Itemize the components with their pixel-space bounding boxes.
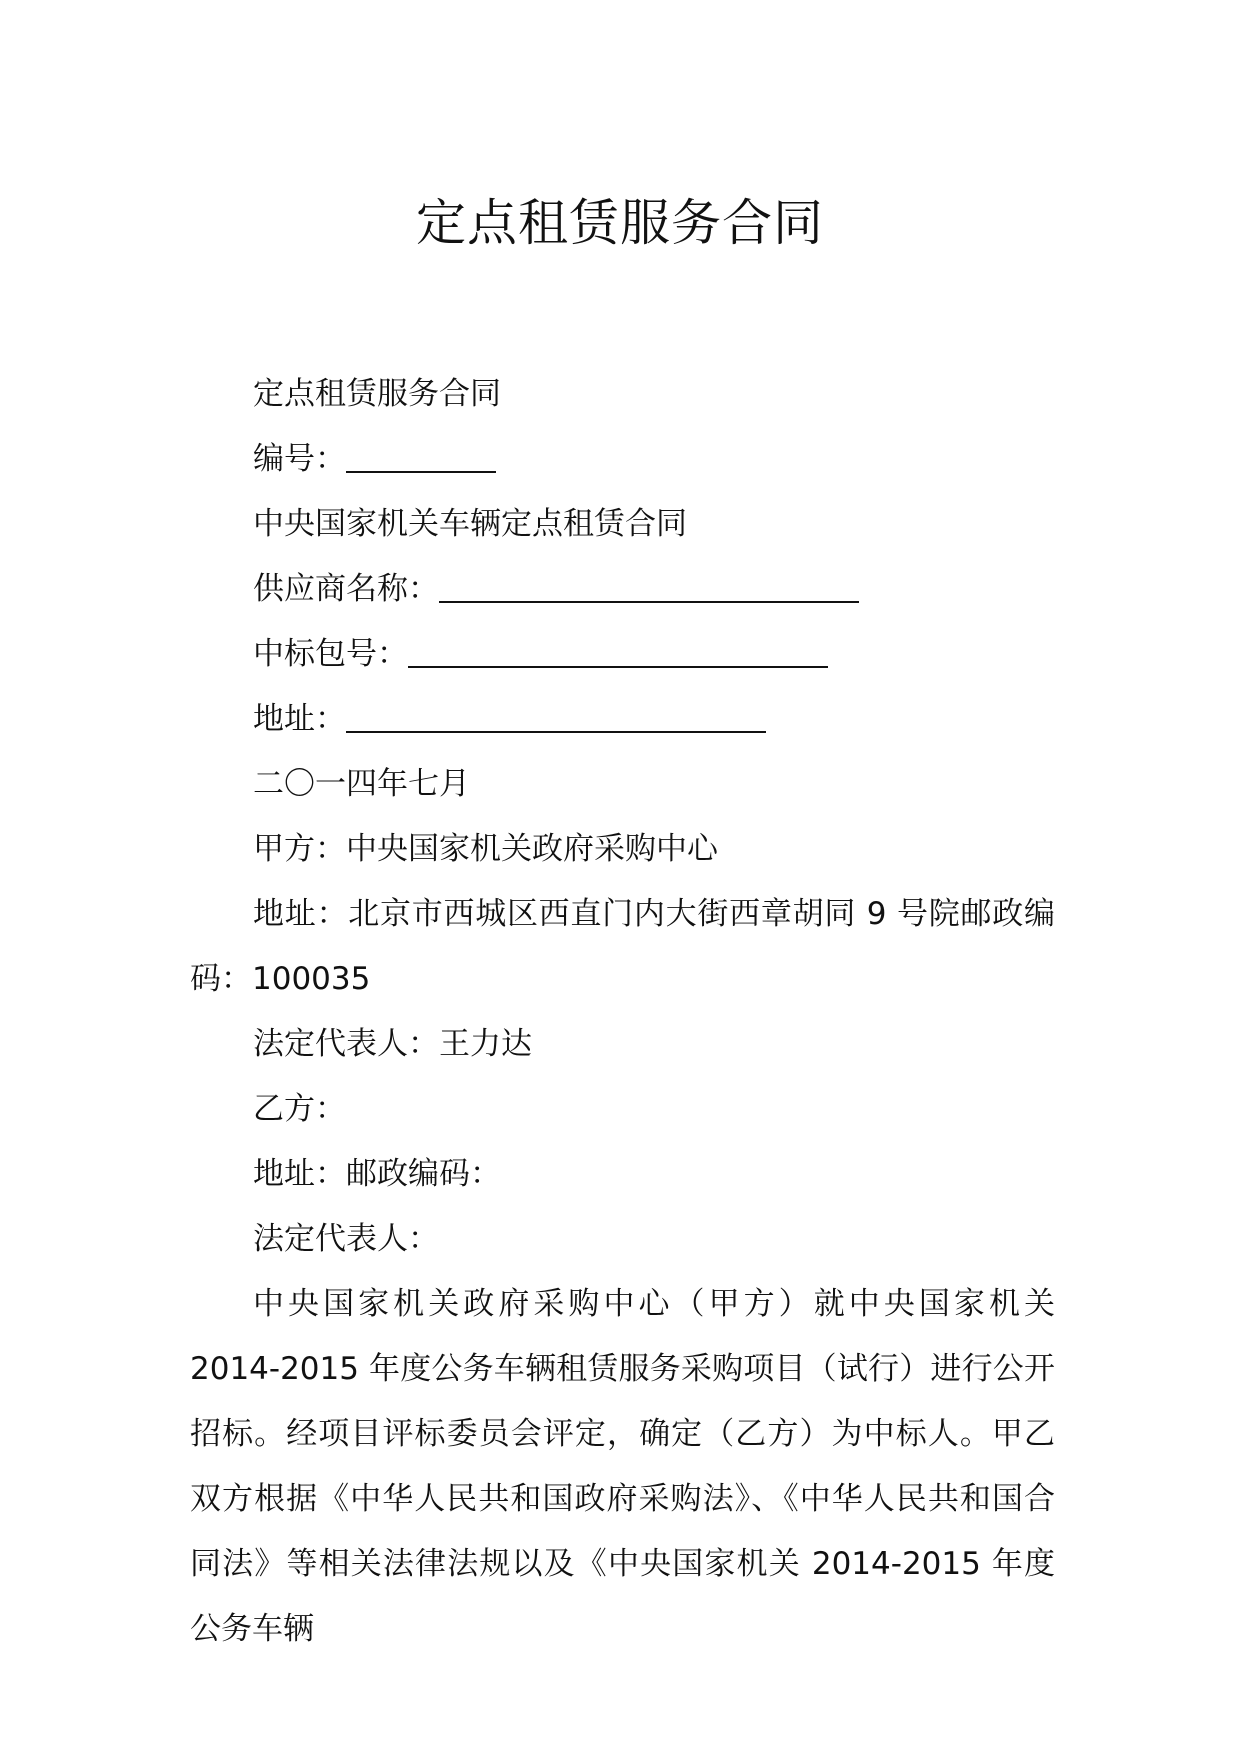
party-a-line: 甲方：中央国家机关政府采购中心 (253, 831, 718, 867)
address-blank (346, 701, 766, 733)
bid-package-blank (408, 636, 828, 668)
bid-package-line (190, 622, 1055, 687)
bid-package-label: 中标包号： (253, 636, 408, 672)
party-b-address-line: 地址：邮政编码： (253, 1156, 501, 1192)
supplier-blank (439, 571, 859, 603)
party-b-rep-line: 法定代表人： (253, 1221, 439, 1257)
subtitle-line: 定点租赁服务合同 (253, 376, 501, 412)
party-a-address: 地址：北京市西城区西直门内大街西章胡同 9 号院邮政编码：100035 (190, 896, 1055, 997)
document-body (190, 362, 1055, 1662)
date-line: 二〇一四年七月 (253, 766, 470, 802)
body-paragraph: 中央国家机关政府采购中心（甲方）就中央国家机关 2014-2015 年度公务车辆租赁服务采购项目（试行）进行公开招标。经项目评标委员会评定，确定（乙方）为中标人。甲乙双方根据《中华人民共和国政府采购法》、《中华人民共和国合同法》等相关法律法规以及《中央国家机关 2014-2015 年度公务车辆 (190, 1286, 1055, 1647)
party-a-rep-line: 法定代表人：王力达 (253, 1026, 532, 1062)
number-line (190, 427, 1055, 492)
supplier-label: 供应商名称： (253, 571, 439, 607)
address-label: 地址： (253, 701, 346, 737)
document-title: 定点租赁服务合同 (416, 194, 824, 252)
supplier-line (190, 557, 1055, 622)
number-blank (346, 441, 496, 473)
contract-name-line: 中央国家机关车辆定点租赁合同 (253, 506, 687, 542)
party-b-line: 乙方： (253, 1091, 346, 1127)
address-line (190, 687, 1055, 752)
number-label: 编号： (253, 441, 346, 477)
